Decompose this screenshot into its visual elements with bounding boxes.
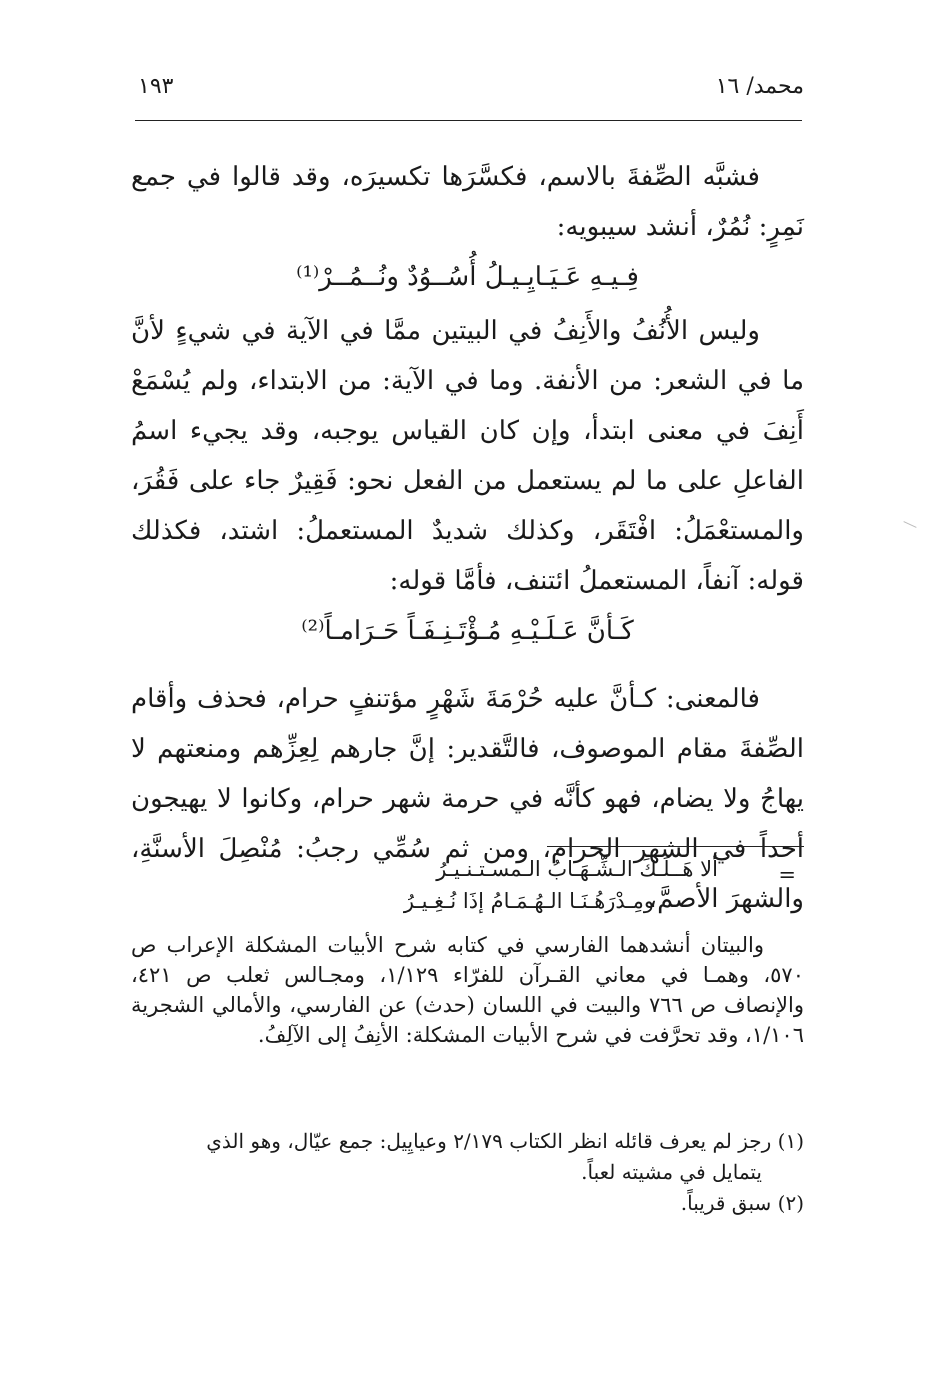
paragraph-2: وليس الأُنُفُ والأَنِفُ في البيتين ممَّا في الآية في شيءٍ لأنَّ ما في الشعر: من الأنفة. وما في الآية: من الابتداء، ولم يُسْمَعْ أَنِفَ في معنى ابتدأ، وإن كان القياس يوجبه، وقد يجيء اسمُ الفاعلِ على ما لم يستعمل من الفعل نحو: فَقِيرٌ جاء على فَقُرَ، والمستعْمَلُ: افْتَقَر، وكذلك شديدٌ المستعملُ: اشتد، فكذلك قوله: آنفاً، المستعملُ ائتنف، فأمَّا قوله: <box>131 316 804 596</box>
footnote-note <box>131 930 804 1050</box>
footnote-1-line-1: (١) رجز لم يعرف قائله انظر الكتاب ٢/١٧٩ وعيايِيل: جمع عيّال، وهو الذي <box>206 1129 804 1153</box>
verse-1: فِـيـهِ عَـيَـايِـيـلُ أُسُــوُدٌ ونُــمُــرْ⁽¹⁾ <box>296 262 639 292</box>
page-number: ١٩٣ <box>138 74 174 99</box>
paragraph-1: فشبَّه الصِّفةَ بالاسم، فكسَّرَها تكسيرَه، وقد قالوا في جمع نَمِرٍ: نُمُرٌ، أنشد سيبويه: <box>131 162 804 242</box>
continuation-marker: = <box>778 863 796 887</box>
paragraph-3: فالمعنى: كـأنَّ عليه حُرْمَةَ شَهْرٍ مؤتنفٍ حرام، فحذف وأقام الصِّفةَ مقام الموصوف، فالتَّقدير: إنَّ جارهم لِعِزِّهم ومنعتهم لا يهاجُ ولا يضام، فهو كأنَّه في حرمة شهر حرام، وكانوا لا يهيجون أحداً في الشهر الحرام، ومن ثم سُمِّي رجبُ: مُنْصِلَ الأسنَّةِ، والشهرَ الأصمَّ، <box>131 684 804 914</box>
footnote-1-line-2: يتمايل في مشيته لعباً. <box>581 1160 762 1184</box>
running-title: محمد/ ١٦ <box>715 74 804 99</box>
header-rule <box>135 120 802 121</box>
footnote-continuation <box>131 853 804 917</box>
verse-2: كَـأنَّ عَـلَـيْـهِ مُـؤْتَـنِـفَـاً حَـرَامـاً⁽²⁾ <box>301 616 634 646</box>
scan-speck <box>903 521 916 528</box>
continuation-verse-line-1: ألا هَــلَـكَ الـشِّـهَـابُ الـمسـتـنـيـرُ <box>436 857 718 881</box>
continuation-note: والبيتان أنشدهما الفارسي في كتابه شرح الأبيات المشكلة الإعراب ص ٥٧٠، وهمـا في معاني القـرآن للفرّاء ١/١٢٩، ومجـالس ثعلب ص ٤٢١، والإنصاف ص ٧٦٦ والبيت في اللسان (حدث) عن الفارسي، والأمالي الشجرية ١/١٠٦، وقد تحرَّفت في شرح الأبيات المشكلة: الأنِفُ إلى الآلِفُ. <box>131 933 805 1047</box>
footnote-rule <box>547 846 804 847</box>
footnotes <box>131 1126 804 1219</box>
main-text <box>131 152 804 924</box>
footnote-2: (٢) سبق قريباً. <box>680 1191 804 1215</box>
continuation-verse-line-2: ومِـدْرَهُـنَـا الـهُـمَـامُ إذَا نُـغِـيـرُ <box>403 889 654 913</box>
